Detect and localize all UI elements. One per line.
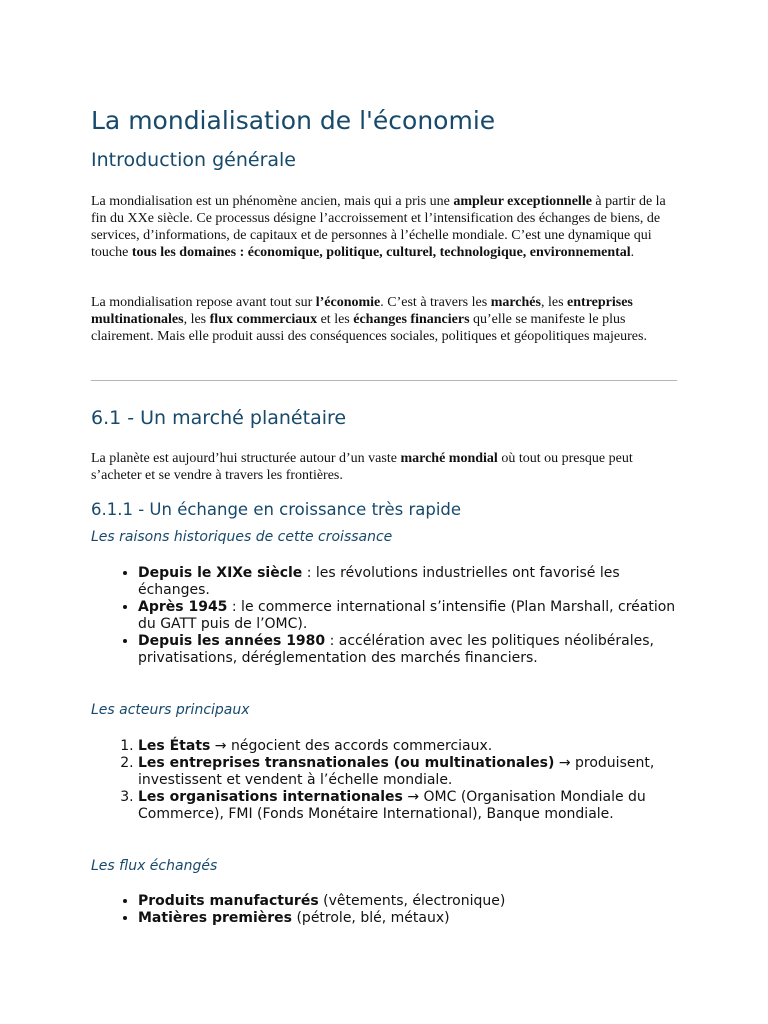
bold-run: entreprises multinationales <box>91 295 633 327</box>
flux-heading: Les flux échangés <box>91 858 218 874</box>
text-run: . C’est à travers les <box>380 295 491 310</box>
list-item-bold: Depuis le XIXe siècle <box>138 565 303 581</box>
intro-heading: Introduction générale <box>91 149 297 171</box>
bold-run: échanges financiers <box>353 312 470 327</box>
list-item <box>138 755 681 789</box>
list-item-bold: Les entreprises transnationales (ou multinationales) <box>138 755 555 771</box>
text-run: à partir de la fin du XXe siècle. Ce processus désigne l’accroissement et l’intensification des échanges de biens, de services, d’informations, de capitaux et de personnes à l’échelle mondiale. C’est une dynamique qui touche <box>91 194 666 260</box>
list-item <box>138 910 681 927</box>
text-run: La mondialisation est un phénomène ancien, mais qui a pris une <box>91 194 454 209</box>
list-item-text: : le commerce international s’intensifie (Plan Marshall, création du GATT puis de l’OMC). <box>138 599 676 632</box>
bold-run: ampleur exceptionnelle <box>453 194 592 209</box>
acteurs-list <box>91 738 681 823</box>
list-item <box>138 633 681 667</box>
list-item-text: : accélération avec les politiques néolibérales, privatisations, déréglementation des marchés financiers. <box>138 633 654 666</box>
list-item-text: → négocient des accords commerciaux. <box>210 738 493 754</box>
list-item-text: (pétrole, blé, métaux) <box>292 910 450 926</box>
text-run: , les <box>183 312 210 327</box>
list-item <box>138 789 681 823</box>
list-item-text: (vêtements, électronique) <box>318 893 506 909</box>
bold-run: l’économie <box>315 295 381 310</box>
list-item-bold: Les États <box>138 738 211 754</box>
list-item-text: → OMC (Organisation Mondiale du Commerce), FMI (Fonds Monétaire International), Banque mondiale. <box>138 789 646 822</box>
section-paragraph <box>91 450 681 484</box>
document-title: La mondialisation de l'économie <box>91 106 496 135</box>
list-item <box>138 599 681 633</box>
list-item-text: → produisent, investissent et vendent à l’échelle mondiale. <box>138 755 655 788</box>
list-item-bold: Matières premières <box>138 910 293 926</box>
bold-run: marché mondial <box>400 451 498 466</box>
list-item <box>138 893 681 910</box>
raisons-heading: Les raisons historiques de cette croissance <box>91 529 393 545</box>
raisons-list <box>91 565 681 667</box>
text-run: qu’elle se manifeste le plus clairement. Mais elle produit aussi des conséquences sociales, politiques et géopolitiques majeures. <box>91 312 647 344</box>
section-divider <box>91 380 677 381</box>
subsection-heading: 6.1.1 - Un échange en croissance très rapide <box>91 500 462 519</box>
bold-run: tous les domaines : économique, politique, culturel, technologique, environnemental <box>131 245 631 260</box>
text-run: La planète est aujourd’hui structurée autour d’un vaste <box>91 451 401 466</box>
text-run: , les <box>540 295 568 310</box>
text-run: où tout ou presque peut s’acheter et se vendre à travers les frontières. <box>91 451 633 483</box>
text-run: La mondialisation repose avant tout sur <box>91 295 316 310</box>
list-item-bold: Après 1945 <box>138 599 228 615</box>
intro-paragraph-1 <box>91 193 681 261</box>
text-run: . <box>630 245 635 260</box>
list-item-text: : les révolutions industrielles ont favorisé les échanges. <box>138 565 620 598</box>
list-item <box>138 738 681 755</box>
acteurs-heading: Les acteurs principaux <box>91 702 250 718</box>
list-item-bold: Les organisations internationales <box>138 789 403 805</box>
list-item-bold: Depuis les années 1980 <box>138 633 326 649</box>
flux-list <box>91 893 681 927</box>
bold-run: flux commerciaux <box>209 312 318 327</box>
bold-run: marchés <box>490 295 541 310</box>
list-item-bold: Produits manufacturés <box>138 893 319 909</box>
text-run: et les <box>317 312 354 327</box>
intro-paragraph-2 <box>91 294 681 345</box>
list-item <box>138 565 681 599</box>
section-heading: 6.1 - Un marché planétaire <box>91 407 347 429</box>
